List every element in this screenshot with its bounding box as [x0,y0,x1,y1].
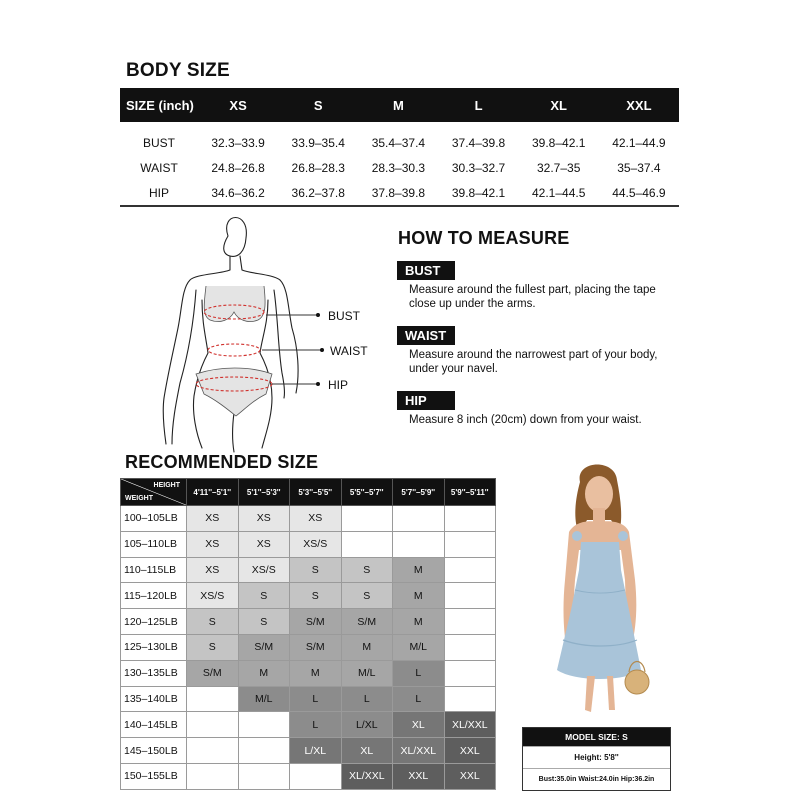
recommended-size-title: RECOMMENDED SIZE [125,452,319,472]
size-cell: XL/XXL [444,712,496,738]
size-cell: M [393,609,445,635]
table-row [121,506,496,532]
size-cell [444,609,496,635]
table-row [121,531,496,557]
body-measurement-figure [150,208,400,458]
size-cell [444,686,496,712]
table-cell: 34.6–36.2 [211,185,265,200]
body-size-header-cell: XS [198,88,278,122]
size-cell [444,583,496,609]
model-size-box [522,727,671,791]
size-cell: L [393,660,445,686]
model-height: Height: 5'8'' [523,746,670,768]
body-size-title: BODY SIZE [126,60,230,81]
size-cell: L/XL [341,712,393,738]
bust-tag: BUST [397,261,455,280]
body-size-header-cell: XXL [599,88,679,122]
table-cell: 35–37.4 [617,160,661,175]
corner-weight-label: WEIGHT [125,495,153,502]
size-cell [238,738,290,764]
weight-label: 105–110LB [121,531,187,557]
size-cell: S [187,634,239,660]
body-size-header-row [120,88,679,122]
height-header: 5'7''–5'9'' [393,479,445,506]
table-row [121,660,496,686]
size-cell: S [341,557,393,583]
size-cell: XS/S [187,583,239,609]
size-cell: S/M [290,609,342,635]
table-cell: 36.2–37.8 [291,185,345,200]
corner-header [121,479,187,506]
figure-label-bust: BUST [328,309,361,323]
table-cell: 44.5–46.9 [612,185,666,200]
body-size-header-cell: XL [519,88,599,122]
size-cell: XS/S [238,557,290,583]
corner-height-label: HEIGHT [153,482,180,489]
size-cell: XS/S [290,531,342,557]
size-cell: XS [187,531,239,557]
size-cell [187,763,239,789]
size-cell: S [187,609,239,635]
size-cell [187,712,239,738]
hip-tag: HIP [397,391,455,410]
weight-label: 130–135LB [121,660,187,686]
how-to-measure-title: HOW TO MEASURE [398,228,570,248]
size-cell: XS [290,506,342,532]
weight-label: 145–150LB [121,738,187,764]
size-cell: M [341,634,393,660]
table-cell: 32.3–33.9 [211,135,265,150]
table-cell: 28.3–30.3 [371,160,426,175]
size-cell: S [290,557,342,583]
figure-label-waist: WAIST [330,344,368,358]
model-photo [525,460,675,718]
size-cell: S/M [238,634,290,660]
divider [120,205,679,207]
table-row [121,712,496,738]
size-cell [444,634,496,660]
height-header-row [121,479,496,506]
size-cell: M [393,557,445,583]
size-cell: XXL [444,738,496,764]
size-cell: S/M [187,660,239,686]
weight-label: 120–125LB [121,609,187,635]
height-header: 5'5''–5'7'' [341,479,393,506]
size-cell: S [290,583,342,609]
row-label: WAIST [140,160,178,175]
table-cell: 30.3–32.7 [451,160,506,175]
size-cell [393,531,445,557]
size-cell: S/M [341,609,393,635]
model-size-title: MODEL SIZE: S [523,728,670,746]
body-size-header-cell: M [358,88,438,122]
size-cell: L/XL [290,738,342,764]
table-cell: 33.9–35.4 [291,135,345,150]
weight-label: 150–155LB [121,763,187,789]
table-cell: 26.8–28.3 [291,160,345,175]
size-cell: L [290,712,342,738]
size-cell [444,506,496,532]
table-row [121,609,496,635]
size-cell: S [238,609,290,635]
table-cell: 35.4–37.4 [371,135,426,150]
table-row [121,634,496,660]
size-cell: S/M [290,634,342,660]
size-cell [444,531,496,557]
figure-label-hip: HIP [328,378,349,392]
size-cell [341,531,393,557]
size-cell: XL [341,738,393,764]
table-cell: 42.1–44.5 [532,185,586,200]
table-cell: 42.1–44.9 [612,135,666,150]
size-cell: XS [187,557,239,583]
model-measurements: Bust:35.0in Waist:24.0in Hip:36.2in [523,768,670,790]
size-cell: M/L [238,686,290,712]
recommended-size-body [121,506,496,790]
size-cell [444,660,496,686]
size-cell: S [341,583,393,609]
size-cell: XXL [393,763,445,789]
size-cell [393,506,445,532]
row-label: BUST [142,135,175,150]
size-cell [238,763,290,789]
row-label: HIP [148,185,169,200]
table-cell: 39.8–42.1 [451,185,506,200]
size-cell: M [393,583,445,609]
size-cell: L [290,686,342,712]
height-header: 4'11''–5'1'' [187,479,239,506]
table-cell: 32.7–35 [537,160,581,175]
table-row [120,155,679,180]
body-size-header-cell: S [278,88,358,122]
body-size-header-cell: SIZE (inch) [120,88,198,122]
size-cell: XS [238,531,290,557]
bust-description: Measure around the fullest part, placing the tape close up under the arms. [409,284,656,310]
size-cell [238,712,290,738]
waist-description: Measure around the narrowest part of your body, under your navel. [409,349,658,375]
size-cell: L [341,686,393,712]
size-cell: XS [187,506,239,532]
weight-label: 110–115LB [121,557,187,583]
table-cell: 24.8–26.8 [211,160,265,175]
height-header: 5'9''–5'11'' [444,479,496,506]
table-cell: 37.4–39.8 [451,135,506,150]
weight-label: 115–120LB [121,583,187,609]
size-cell: M [238,660,290,686]
size-cell: XL/XXL [341,763,393,789]
height-header: 5'3''–5'5'' [290,479,342,506]
hip-description: Measure 8 inch (20cm) down from your waist. [409,414,642,426]
size-cell: L [393,686,445,712]
table-row [121,763,496,789]
size-cell: XL [393,712,445,738]
table-cell: 39.8–42.1 [532,135,586,150]
table-row [121,738,496,764]
size-cell: M/L [393,634,445,660]
size-cell [290,763,342,789]
size-cell [187,738,239,764]
table-cell: 37.8–39.8 [371,185,426,200]
size-cell: M [290,660,342,686]
weight-label: 100–105LB [121,506,187,532]
weight-label: 135–140LB [121,686,187,712]
weight-label: 140–145LB [121,712,187,738]
size-cell [187,686,239,712]
waist-tag: WAIST [397,326,455,345]
table-row [121,557,496,583]
size-cell: XS [238,506,290,532]
size-cell: XL/XXL [393,738,445,764]
table-row [120,122,679,155]
size-cell: XXL [444,763,496,789]
size-cell: S [238,583,290,609]
body-size-table [120,88,679,211]
recommended-size-table [120,478,496,790]
weight-label: 125–130LB [121,634,187,660]
table-row [121,686,496,712]
size-cell: M/L [341,660,393,686]
body-size-header-cell: L [438,88,518,122]
table-row [121,583,496,609]
size-cell [444,557,496,583]
size-cell [341,506,393,532]
height-header: 5'1''–5'3'' [238,479,290,506]
